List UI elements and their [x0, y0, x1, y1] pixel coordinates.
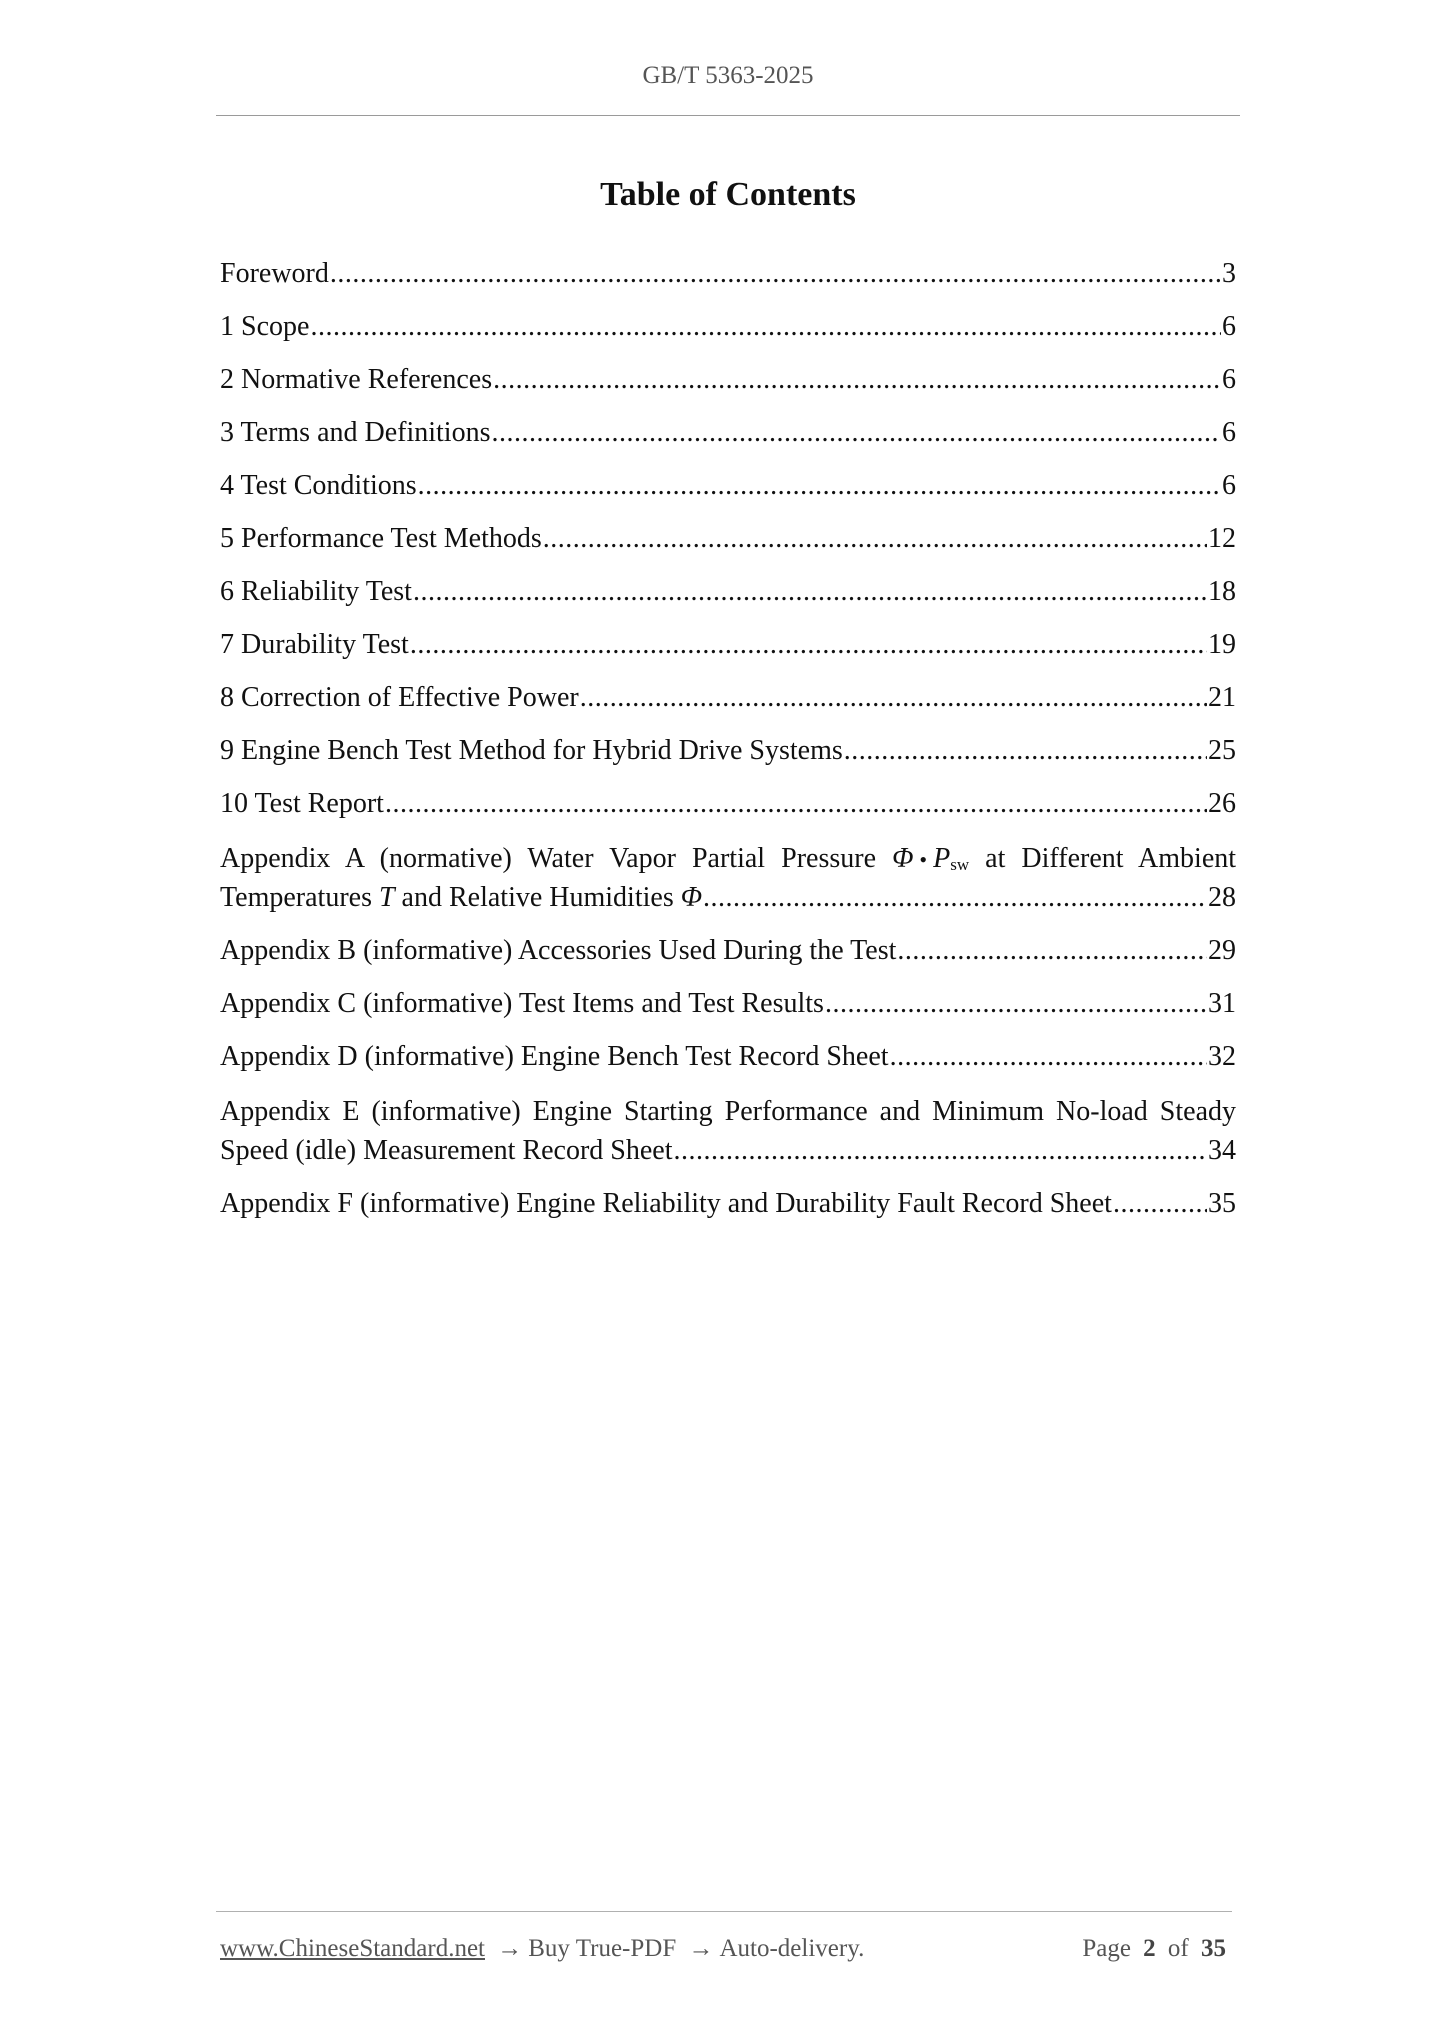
toc-entry-label: 2 Normative References	[220, 364, 493, 395]
dot-leader	[674, 1131, 1207, 1170]
toc-entry-appendix-d[interactable]	[220, 1037, 1236, 1090]
current-page-number: 2	[1143, 1935, 1156, 1962]
dot-leader	[491, 413, 1221, 452]
toc-entry-page: 35	[1208, 1188, 1236, 1219]
footer-promo	[220, 1935, 864, 1963]
toc-entry-label: 10 Test Report	[220, 788, 384, 819]
dot-leader	[825, 984, 1207, 1023]
dot-leader	[493, 360, 1221, 399]
toc-entry-page: 26	[1208, 788, 1236, 819]
dot-leader	[890, 1037, 1207, 1076]
toc-entry-page: 31	[1208, 988, 1236, 1019]
toc-entry-label: Appendix F (informative) Engine Reliability and Durability Fault Record Sheet	[220, 1188, 1112, 1219]
toc-title: Table of Contents	[600, 176, 856, 213]
footer-buy-text: Buy True-PDF	[528, 1935, 677, 1962]
toc-entry-label-line2	[220, 1131, 1236, 1170]
bullet-symbol: •	[919, 847, 928, 872]
toc-entry-page: 32	[1208, 1041, 1236, 1072]
toc-entry-appendix-b[interactable]	[220, 931, 1236, 984]
toc-entry-foreword[interactable]	[220, 254, 1236, 307]
footer-delivery-text: Auto-delivery.	[719, 1935, 865, 1962]
toc-entry-label-line1	[220, 839, 1236, 878]
toc-entry-page: 6	[1222, 470, 1236, 501]
toc-entry-label: 7 Durability Test	[220, 629, 409, 660]
dot-leader	[413, 572, 1207, 611]
dot-leader	[844, 731, 1207, 770]
toc-entry-label: 3 Terms and Definitions	[220, 417, 491, 448]
toc-entry-page: 21	[1208, 682, 1236, 713]
site-link[interactable]: www.ChineseStandard.net	[220, 1935, 485, 1962]
footer-divider	[216, 1911, 1232, 1912]
dot-leader	[385, 784, 1207, 823]
toc-entry-page: 28	[1208, 882, 1236, 913]
toc-entry-page: 18	[1208, 576, 1236, 607]
toc-entry-page: 6	[1222, 417, 1236, 448]
toc-entry-label: 1 Scope	[220, 311, 310, 342]
toc-entry-label: Appendix D (informative) Engine Bench Test Record Sheet	[220, 1041, 889, 1072]
toc-entry-label: Foreword	[220, 258, 329, 289]
dot-leader	[418, 466, 1221, 505]
toc-entry-appendix-c[interactable]	[220, 984, 1236, 1037]
toc-entry-normative-references[interactable]	[220, 360, 1236, 413]
dot-leader	[897, 931, 1207, 970]
page-word: Page	[1082, 1935, 1131, 1962]
toc-list	[220, 254, 1236, 1237]
toc-entry-scope[interactable]	[220, 307, 1236, 360]
arrow-right-icon: →	[497, 1935, 523, 1962]
total-pages-number: 35	[1201, 1935, 1226, 1962]
toc-entry-correction-effective-power[interactable]	[220, 678, 1236, 731]
toc-entry-test-report[interactable]	[220, 784, 1236, 837]
sw-subscript: sw	[950, 855, 970, 874]
toc-entry-label: 8 Correction of Effective Power	[220, 682, 579, 713]
toc-entry-reliability-test[interactable]	[220, 572, 1236, 625]
toc-entry-label: 5 Performance Test Methods	[220, 523, 542, 554]
toc-entry-appendix-f[interactable]	[220, 1184, 1236, 1237]
arrow-right-icon: →	[688, 1935, 714, 1962]
toc-entry-label: Appendix C (informative) Test Items and Test Results	[220, 988, 824, 1019]
toc-entry-terms-definitions[interactable]	[220, 413, 1236, 466]
toc-entry-page: 6	[1222, 364, 1236, 395]
dot-leader	[410, 625, 1207, 664]
toc-entry-label	[220, 878, 702, 917]
of-word: of	[1167, 1935, 1189, 1962]
page-header-standard-code: GB/T 5363-2025	[642, 62, 814, 89]
appendix-a-line2-prefix: Temperatures	[220, 882, 372, 913]
toc-entry-hybrid-drive-systems[interactable]	[220, 731, 1236, 784]
dot-leader	[310, 307, 1221, 346]
toc-entry-page: 19	[1208, 629, 1236, 660]
toc-entry-page: 29	[1208, 935, 1236, 966]
t-symbol: T	[378, 882, 395, 913]
appendix-a-suffix: at Different Ambient	[985, 843, 1237, 874]
toc-entry-page: 12	[1208, 523, 1236, 554]
appendix-a-line2-mid: and Relative Humidities	[401, 882, 674, 913]
toc-entry-label: Appendix B (informative) Accessories Used During the Test	[220, 935, 897, 966]
toc-entry-test-conditions[interactable]	[220, 466, 1236, 519]
toc-entry-appendix-a[interactable]	[220, 839, 1236, 931]
toc-entry-performance-test-methods[interactable]	[220, 519, 1236, 572]
toc-entry-label-line1: Appendix E (informative) Engine Starting Performance and Minimum No-load Steady	[220, 1096, 1236, 1127]
dot-leader	[1113, 1184, 1207, 1223]
toc-entry-page: 25	[1208, 735, 1236, 766]
header-divider	[216, 115, 1240, 116]
toc-entry-label: Speed (idle) Measurement Record Sheet	[220, 1135, 673, 1166]
dot-leader	[703, 878, 1207, 917]
dot-leader	[580, 678, 1207, 717]
toc-entry-page: 3	[1222, 258, 1236, 289]
toc-entry-label: 4 Test Conditions	[220, 470, 417, 501]
toc-entry-label-line2	[220, 878, 1236, 917]
dot-leader	[543, 519, 1207, 558]
appendix-a-prefix: Appendix A (normative) Water Vapor Partial Pressure	[220, 843, 876, 874]
toc-entry-page: 34	[1208, 1135, 1236, 1166]
dot-leader	[330, 254, 1221, 293]
toc-entry-page: 6	[1222, 311, 1236, 342]
phi-symbol-2: Φ	[680, 882, 703, 913]
toc-entry-label: 6 Reliability Test	[220, 576, 412, 607]
toc-entry-durability-test[interactable]	[220, 625, 1236, 678]
page-footer	[220, 1935, 1232, 1963]
p-symbol: P	[933, 843, 951, 874]
toc-entry-appendix-e[interactable]	[220, 1092, 1236, 1184]
page-number-indicator	[1082, 1935, 1232, 1963]
toc-entry-label: 9 Engine Bench Test Method for Hybrid Drive Systems	[220, 735, 843, 766]
phi-symbol: Φ	[892, 843, 914, 874]
